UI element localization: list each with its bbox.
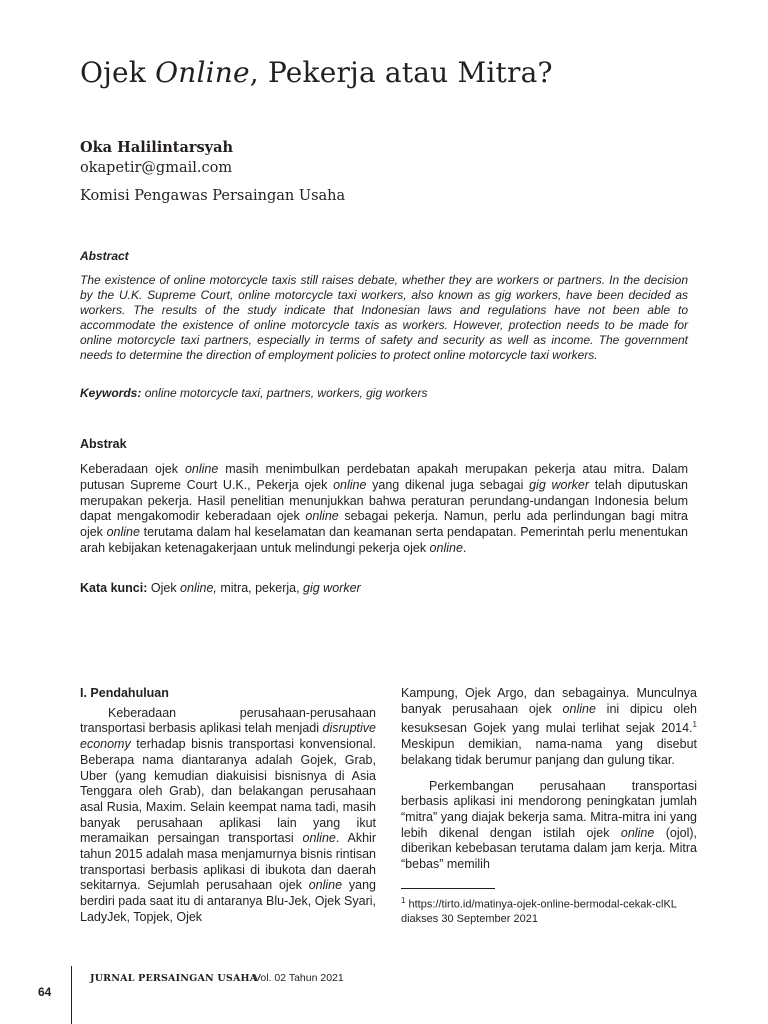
footnote-ref[interactable]: 1 xyxy=(692,720,697,730)
page-number: 64 xyxy=(38,985,52,999)
intro-paragraph-1-continued: Kampung, Ojek Argo, dan sebagainya. Munculnya banyak perusahaan ojek online ini dipicu oleh kesuksesan Gojek yang mulai terlihat sejak 2014.$^1$ Meskipun demikian, nama-nama yang disebut belakang tidak berumur panjang dan gulung tikar. xyxy=(401,686,697,767)
title-text-end: , Pekerja atau Mitra? xyxy=(249,56,553,89)
keywords-list: online motorcycle taxi, partners, workers, gig workers xyxy=(141,386,428,400)
abstrak-keywords: Kata kunci: Ojek online, mitra, pekerja, gig worker xyxy=(80,581,361,595)
kata-kunci-label: Kata kunci: xyxy=(80,581,148,595)
author-name: Oka Halilintarsyah xyxy=(80,139,234,156)
footer-divider xyxy=(71,966,72,1024)
title-text: Ojek xyxy=(80,56,156,89)
footnote-text[interactable]: https://tirto.id/matinya-ojek-online-bermodal-cekak-clKL diakses 30 September 2021 xyxy=(401,898,677,925)
abstrak-body: Keberadaan ojek online masih menimbulkan perdebatan apakah merupakan pekerja atau mitra. Dalam putusan Supreme Court U.K., Pekerja ojek online yang dikenal juga sebagai gig worker telah diputuskan merupakan pekerja. Hasil penelitian menunjukkan bahwa peraturan perundang-undangan Indonesia belum dapat mengakomodir keberadaan ojek online sebagai pekerja. Namun, perlu ada perlindungan bagi mitra ojek online terutama dalam hal keselamatan dan keamanan serta pendapatan. Pemerintah perlu menentukan arah kebijakan ketenagakerjaan untuk melindungi pekerja ojek online. xyxy=(80,462,689,555)
intro-paragraph-1: Keberadaan perusahaan-perusahaan transportasi berbasis aplikasi telah menjadi disruptive economy terhadap bisnis transportasi konvensional. Beberapa nama diantaranya adalah Gojek, Grab, Uber (yang kemudian diakuisisi bisnisnya di Asia Tenggara oleh Grab), dan belakangan perusahaan asal Rusia, Maxim. Selain keempat nama tadi, masih banyak perusahaan aplikasi lain yang ikut meramaikan persaingan transportasi online. Akhir tahun 2015 adalah masa menjamurnya bisnis rintisan transportasi berbasis aplikasi di ibukota dan daerah sekitarnya. Sejumlah perusahaan ojek online yang berdiri pada saat itu di antaranya Blu-Jek, Ojek Syari, LadyJek, Topjek, Ojek xyxy=(80,705,377,924)
keywords-label: Keywords: xyxy=(80,386,142,400)
journal-volume: Vol. 02 Tahun 2021 xyxy=(254,972,344,984)
abstract-heading: Abstract xyxy=(80,249,129,263)
footnote-divider xyxy=(401,888,495,889)
footnote-number: 1 xyxy=(401,896,406,905)
abstract-keywords xyxy=(80,386,688,400)
intro-paragraph-2: Perkembangan perusahaan transportasi berbasis aplikasi ini mendorong peningkatan jumlah “mitra” yang diajak bekerja sama. Mitra-mitra ini yang lebih dikenal dengan istilah ojek online (ojol), diberikan kebebasan terutama dalam jam kerja. Mitra “bebas” memilih xyxy=(401,778,697,872)
left-column xyxy=(80,686,376,926)
abstrak-heading: Abstrak xyxy=(80,437,127,451)
journal-name: JURNAL PERSAINGAN USAHA xyxy=(90,973,258,984)
section-heading: I. Pendahuluan xyxy=(80,686,169,700)
title-italic: Online xyxy=(155,56,250,89)
author-affiliation: Komisi Pengawas Persaingan Usaha xyxy=(80,188,346,204)
author-email: okapetir@gmail.com xyxy=(80,160,233,176)
abstract-body: The existence of online motorcycle taxis still raises debate, whether they are workers or partners. In the decision by the U.K. Supreme Court, online motorcycle taxi workers, also known as gig workers, have been decided as workers. The results of the study indicate that Indonesian laws and regulations have not been able to accommodate the existence of online motorcycle taxis as workers. However, protection needs to be made for online motorcycle taxi partners, especially in terms of safety and security as well as income. The government needs to determine the direction of employment policies to protect online motorcycle taxi workers. xyxy=(80,273,688,362)
article-title xyxy=(80,56,553,89)
right-column xyxy=(401,686,697,873)
footnote xyxy=(401,894,691,926)
